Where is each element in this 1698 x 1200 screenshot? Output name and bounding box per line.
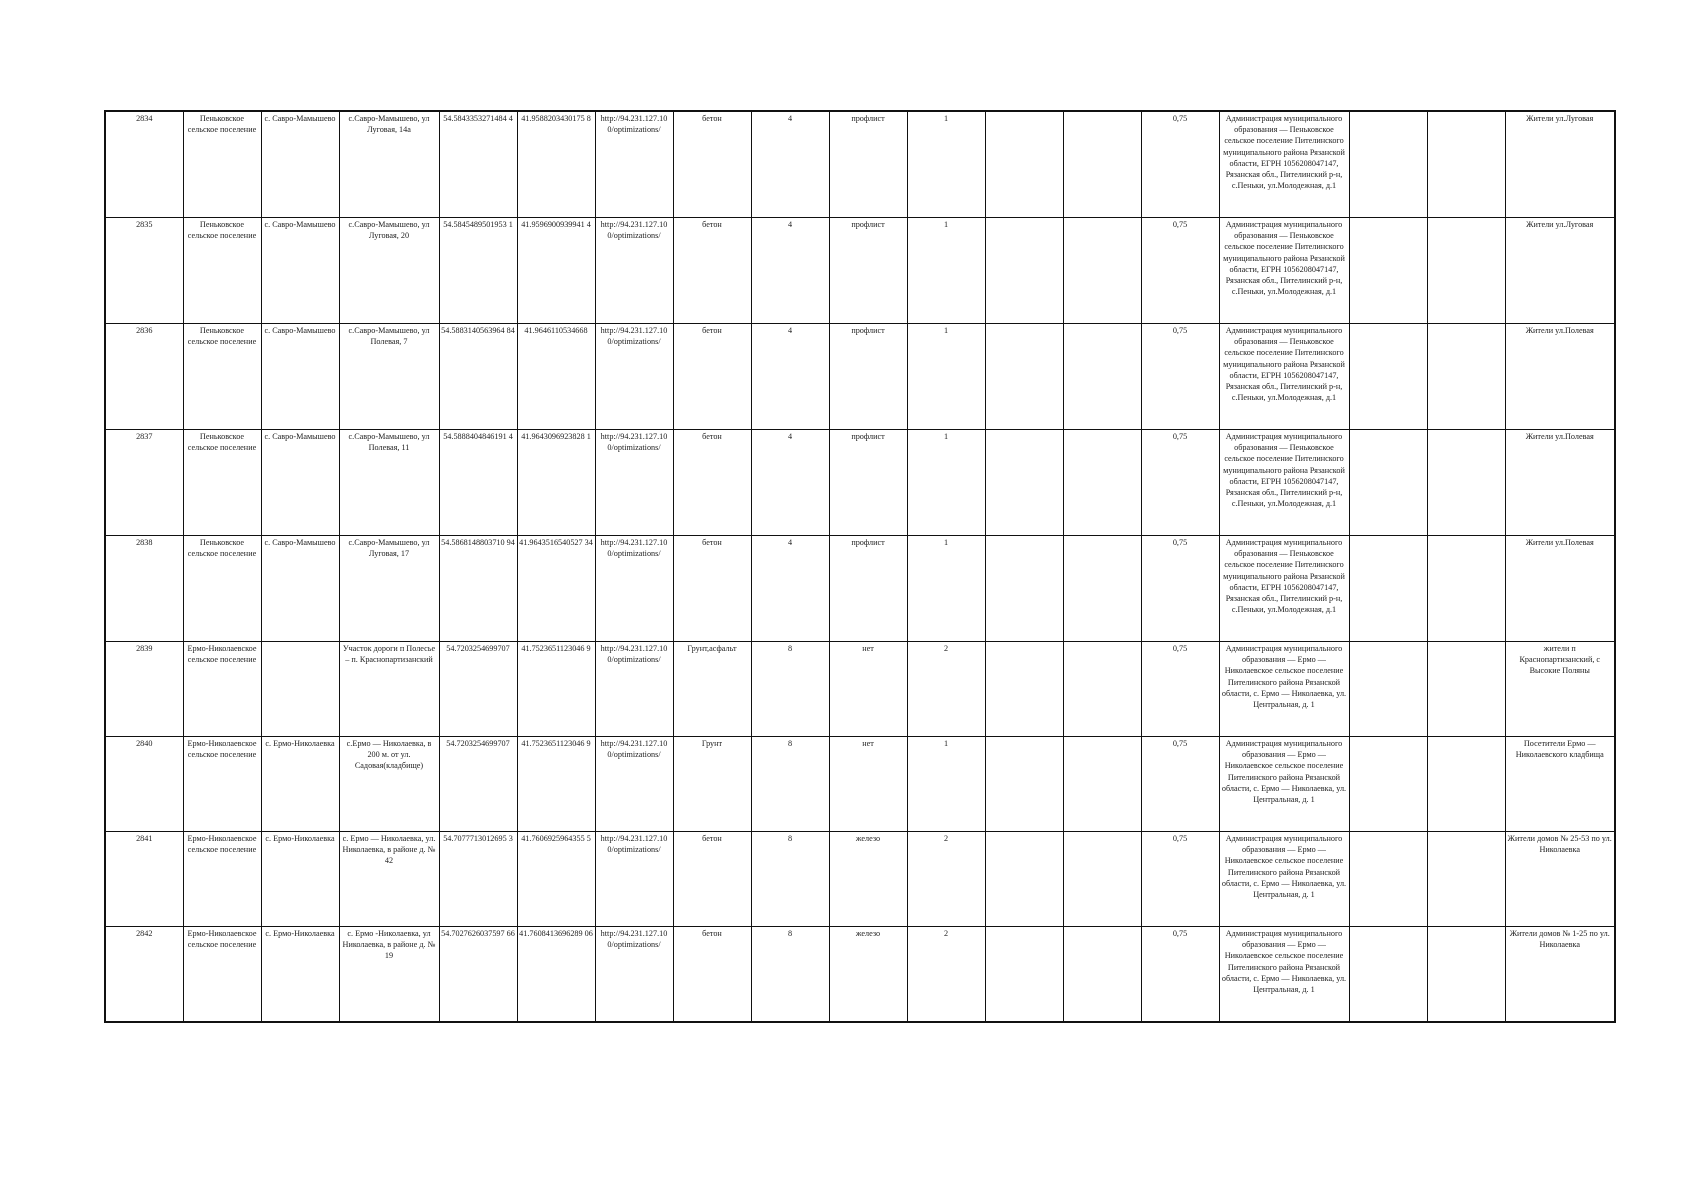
settlement-cell: Ермо-Николаевское сельское поселение (183, 832, 261, 927)
table-row (105, 324, 1615, 430)
surface-cell: Грунт,асфальт (673, 642, 751, 737)
owner-cell: Администрация муниципального образования — Пеньковское сельское поселение Пителинского муниципального района Рязанской области, ЕГРН 1056208047147, Рязанская обл., Пителинский р-н, с.Пеньки, ул.Молодежная, д.1 (1219, 536, 1349, 642)
empty-cell (1063, 832, 1141, 927)
volume-cell: 0,75 (1141, 324, 1219, 430)
empty-cell (1349, 737, 1427, 832)
address-cell: с.Савро-Мамышево, ул Луговая, 17 (339, 536, 439, 642)
empty-cell (985, 324, 1063, 430)
empty-cell (1427, 832, 1505, 927)
empty-cell (1427, 111, 1505, 218)
volume-cell: 0,75 (1141, 927, 1219, 1023)
settlement-cell: Ермо-Николаевское сельское поселение (183, 737, 261, 832)
surface-cell: бетон (673, 324, 751, 430)
container-count-cell: 1 (907, 324, 985, 430)
surface-cell: Грунт (673, 737, 751, 832)
latitude-cell: 54.7203254699707 (439, 642, 517, 737)
volume-cell: 0,75 (1141, 832, 1219, 927)
material-cell: железо (829, 832, 907, 927)
settlement-cell: Пеньковское сельское поселение (183, 536, 261, 642)
record-id-cell: 2837 (105, 430, 183, 536)
url-cell: http://94.231.127.10 0/optimizations/ (595, 430, 673, 536)
url-cell: http://94.231.127.10 0/optimizations/ (595, 642, 673, 737)
longitude-cell: 41.9646110534668 (517, 324, 595, 430)
settlement-cell: Пеньковское сельское поселение (183, 218, 261, 324)
container-count-cell: 1 (907, 536, 985, 642)
container-count-cell: 1 (907, 430, 985, 536)
surface-cell: бетон (673, 927, 751, 1023)
empty-cell (1349, 832, 1427, 927)
users-cell: жители п Краснопартизанский, с Высокие Поляны (1505, 642, 1615, 737)
settlement-cell: Пеньковское сельское поселение (183, 324, 261, 430)
longitude-cell: 41.9643516540527 34 (517, 536, 595, 642)
settlement-cell: Пеньковское сельское поселение (183, 111, 261, 218)
material-cell: железо (829, 927, 907, 1023)
users-cell: Жители ул.Луговая (1505, 218, 1615, 324)
longitude-cell: 41.9596900939941 4 (517, 218, 595, 324)
material-cell: профлист (829, 324, 907, 430)
material-cell: профлист (829, 111, 907, 218)
settlement-cell: Ермо-Николаевское сельское поселение (183, 927, 261, 1023)
latitude-cell: 54.7077713012695 3 (439, 832, 517, 927)
table-row (105, 536, 1615, 642)
address-cell: с. Ермо -Николаевка, ул Николаевка, в районе д. № 19 (339, 927, 439, 1023)
url-cell: http://94.231.127.10 0/optimizations/ (595, 111, 673, 218)
empty-cell (1063, 430, 1141, 536)
empty-cell (1063, 737, 1141, 832)
surface-cell: бетон (673, 832, 751, 927)
empty-cell (1427, 642, 1505, 737)
address-cell: с.Савро-Мамышево, ул Полевая, 11 (339, 430, 439, 536)
material-cell: нет (829, 737, 907, 832)
volume-cell: 0,75 (1141, 218, 1219, 324)
owner-cell: Администрация муниципального образования — Пеньковское сельское поселение Пителинского муниципального района Рязанской области, ЕГРН 1056208047147, Рязанская обл., Пителинский р-н, с.Пеньки, ул.Молодежная, д.1 (1219, 430, 1349, 536)
empty-cell (1063, 642, 1141, 737)
users-cell: Жители ул.Полевая (1505, 324, 1615, 430)
locality-cell: с. Ермо-Николаевка (261, 737, 339, 832)
record-id-cell: 2835 (105, 218, 183, 324)
record-id-cell: 2834 (105, 111, 183, 218)
owner-cell: Администрация муниципального образования — Пеньковское сельское поселение Пителинского муниципального района Рязанской области, ЕГРН 1056208047147, Рязанская обл., Пителинский р-н, с.Пеньки, ул.Молодежная, д.1 (1219, 111, 1349, 218)
material-cell: профлист (829, 536, 907, 642)
empty-cell (1349, 536, 1427, 642)
empty-cell (1427, 737, 1505, 832)
latitude-cell: 54.5845489501953 1 (439, 218, 517, 324)
longitude-cell: 41.7608413696289 06 (517, 927, 595, 1023)
empty-cell (985, 927, 1063, 1023)
volume-cell: 0,75 (1141, 737, 1219, 832)
address-cell: с.Савро-Мамышево, ул Луговая, 20 (339, 218, 439, 324)
empty-cell (1349, 927, 1427, 1023)
empty-cell (985, 536, 1063, 642)
owner-cell: Администрация муниципального образования — Ермо — Николаевское сельское поселение Пителинского района Рязанской области, с. Ермо — Николаевка, ул. Центральная, д. 1 (1219, 642, 1349, 737)
surface-cell: бетон (673, 111, 751, 218)
empty-cell (985, 832, 1063, 927)
container-count-cell: 1 (907, 737, 985, 832)
container-count-cell: 1 (907, 218, 985, 324)
empty-cell (985, 218, 1063, 324)
table-row (105, 737, 1615, 832)
record-id-cell: 2838 (105, 536, 183, 642)
owner-cell: Администрация муниципального образования — Ермо — Николаевское сельское поселение Пителинского района Рязанской области, с. Ермо — Николаевка, ул. Центральная, д. 1 (1219, 927, 1349, 1023)
empty-cell (985, 430, 1063, 536)
latitude-cell: 54.5883140563964 84 (439, 324, 517, 430)
volume-cell: 0,75 (1141, 642, 1219, 737)
empty-cell (1427, 218, 1505, 324)
count-cell: 8 (751, 737, 829, 832)
surface-cell: бетон (673, 536, 751, 642)
count-cell: 4 (751, 218, 829, 324)
count-cell: 4 (751, 430, 829, 536)
users-cell: Посетители Ермо — Николаевского кладбища (1505, 737, 1615, 832)
table-row (105, 832, 1615, 927)
surface-cell: бетон (673, 218, 751, 324)
address-cell: с. Ермо — Николаевка, ул. Николаевка, в районе д. № 42 (339, 832, 439, 927)
longitude-cell: 41.9643096923828 1 (517, 430, 595, 536)
owner-cell: Администрация муниципального образования — Пеньковское сельское поселение Пителинского муниципального района Рязанской области, ЕГРН 1056208047147, Рязанская обл., Пителинский р-н, с.Пеньки, ул.Молодежная, д.1 (1219, 324, 1349, 430)
empty-cell (1349, 430, 1427, 536)
data-sheet (104, 110, 1616, 1023)
url-cell: http://94.231.127.10 0/optimizations/ (595, 927, 673, 1023)
table-row (105, 642, 1615, 737)
empty-cell (1063, 324, 1141, 430)
material-cell: профлист (829, 218, 907, 324)
empty-cell (985, 737, 1063, 832)
record-id-cell: 2841 (105, 832, 183, 927)
locality-cell: с. Савро-Мамышево (261, 218, 339, 324)
record-id-cell: 2836 (105, 324, 183, 430)
url-cell: http://94.231.127.10 0/optimizations/ (595, 737, 673, 832)
record-id-cell: 2839 (105, 642, 183, 737)
volume-cell: 0,75 (1141, 111, 1219, 218)
table-row (105, 430, 1615, 536)
empty-cell (1349, 642, 1427, 737)
count-cell: 4 (751, 324, 829, 430)
volume-cell: 0,75 (1141, 430, 1219, 536)
locality-cell: с. Савро-Мамышево (261, 536, 339, 642)
empty-cell (1427, 536, 1505, 642)
url-cell: http://94.231.127.10 0/optimizations/ (595, 832, 673, 927)
owner-cell: Администрация муниципального образования — Ермо — Николаевское сельское поселение Пителинского района Рязанской области, с. Ермо — Николаевка, ул. Центральная, д. 1 (1219, 832, 1349, 927)
empty-cell (1427, 324, 1505, 430)
url-cell: http://94.231.127.10 0/optimizations/ (595, 536, 673, 642)
material-cell: нет (829, 642, 907, 737)
longitude-cell: 41.9588203430175 8 (517, 111, 595, 218)
container-count-cell: 2 (907, 927, 985, 1023)
empty-cell (1349, 218, 1427, 324)
empty-cell (1349, 111, 1427, 218)
table-row (105, 927, 1615, 1023)
registry-table (104, 110, 1616, 1023)
empty-cell (1063, 536, 1141, 642)
volume-cell: 0,75 (1141, 536, 1219, 642)
longitude-cell: 41.7606925964355 5 (517, 832, 595, 927)
owner-cell: Администрация муниципального образования — Ермо — Николаевское сельское поселение Пителинского района Рязанской области, с. Ермо — Николаевка, ул. Центральная, д. 1 (1219, 737, 1349, 832)
count-cell: 4 (751, 536, 829, 642)
settlement-cell: Пеньковское сельское поселение (183, 430, 261, 536)
address-cell: с.Савро-Мамышево, ул Луговая, 14а (339, 111, 439, 218)
address-cell: с.Савро-Мамышево, ул Полевая, 7 (339, 324, 439, 430)
locality-cell: с. Савро-Мамышево (261, 111, 339, 218)
table-row (105, 218, 1615, 324)
material-cell: профлист (829, 430, 907, 536)
locality-cell: с. Савро-Мамышево (261, 324, 339, 430)
url-cell: http://94.231.127.10 0/optimizations/ (595, 218, 673, 324)
longitude-cell: 41.7523651123046 9 (517, 737, 595, 832)
surface-cell: бетон (673, 430, 751, 536)
url-cell: http://94.231.127.10 0/optimizations/ (595, 324, 673, 430)
count-cell: 4 (751, 111, 829, 218)
empty-cell (1349, 324, 1427, 430)
latitude-cell: 54.5843353271484 4 (439, 111, 517, 218)
table-body (105, 111, 1615, 1022)
locality-cell: с. Ермо-Николаевка (261, 832, 339, 927)
latitude-cell: 54.7027626037597 66 (439, 927, 517, 1023)
locality-cell: с. Ермо-Николаевка (261, 927, 339, 1023)
owner-cell: Администрация муниципального образования — Пеньковское сельское поселение Пителинского муниципального района Рязанской области, ЕГРН 1056208047147, Рязанская обл., Пителинский р-н, с.Пеньки, ул.Молодежная, д.1 (1219, 218, 1349, 324)
empty-cell (1063, 927, 1141, 1023)
empty-cell (1063, 111, 1141, 218)
latitude-cell: 54.5868148803710 94 (439, 536, 517, 642)
users-cell: Жители ул.Полевая (1505, 430, 1615, 536)
count-cell: 8 (751, 642, 829, 737)
locality-cell: с. Савро-Мамышево (261, 430, 339, 536)
empty-cell (985, 111, 1063, 218)
container-count-cell: 2 (907, 832, 985, 927)
empty-cell (1427, 927, 1505, 1023)
longitude-cell: 41.7523651123046 9 (517, 642, 595, 737)
empty-cell (1427, 430, 1505, 536)
settlement-cell: Ермо-Николаевское сельское поселение (183, 642, 261, 737)
users-cell: Жители ул.Луговая (1505, 111, 1615, 218)
address-cell: с.Ермо — Николаевка, в 200 м. от ул. Садовая(кладбище) (339, 737, 439, 832)
address-cell: Участок дороги п Полесье – п. Краснопартизанский (339, 642, 439, 737)
record-id-cell: 2842 (105, 927, 183, 1023)
count-cell: 8 (751, 832, 829, 927)
users-cell: Жители ул.Полевая (1505, 536, 1615, 642)
table-row (105, 111, 1615, 218)
locality-cell (261, 642, 339, 737)
container-count-cell: 1 (907, 111, 985, 218)
empty-cell (1063, 218, 1141, 324)
count-cell: 8 (751, 927, 829, 1023)
record-id-cell: 2840 (105, 737, 183, 832)
container-count-cell: 2 (907, 642, 985, 737)
latitude-cell: 54.7203254699707 (439, 737, 517, 832)
latitude-cell: 54.5888404846191 4 (439, 430, 517, 536)
empty-cell (985, 642, 1063, 737)
users-cell: Жители домов № 25-53 по ул. Николаевка (1505, 832, 1615, 927)
users-cell: Жители домов № 1-25 по ул. Николаевка (1505, 927, 1615, 1023)
